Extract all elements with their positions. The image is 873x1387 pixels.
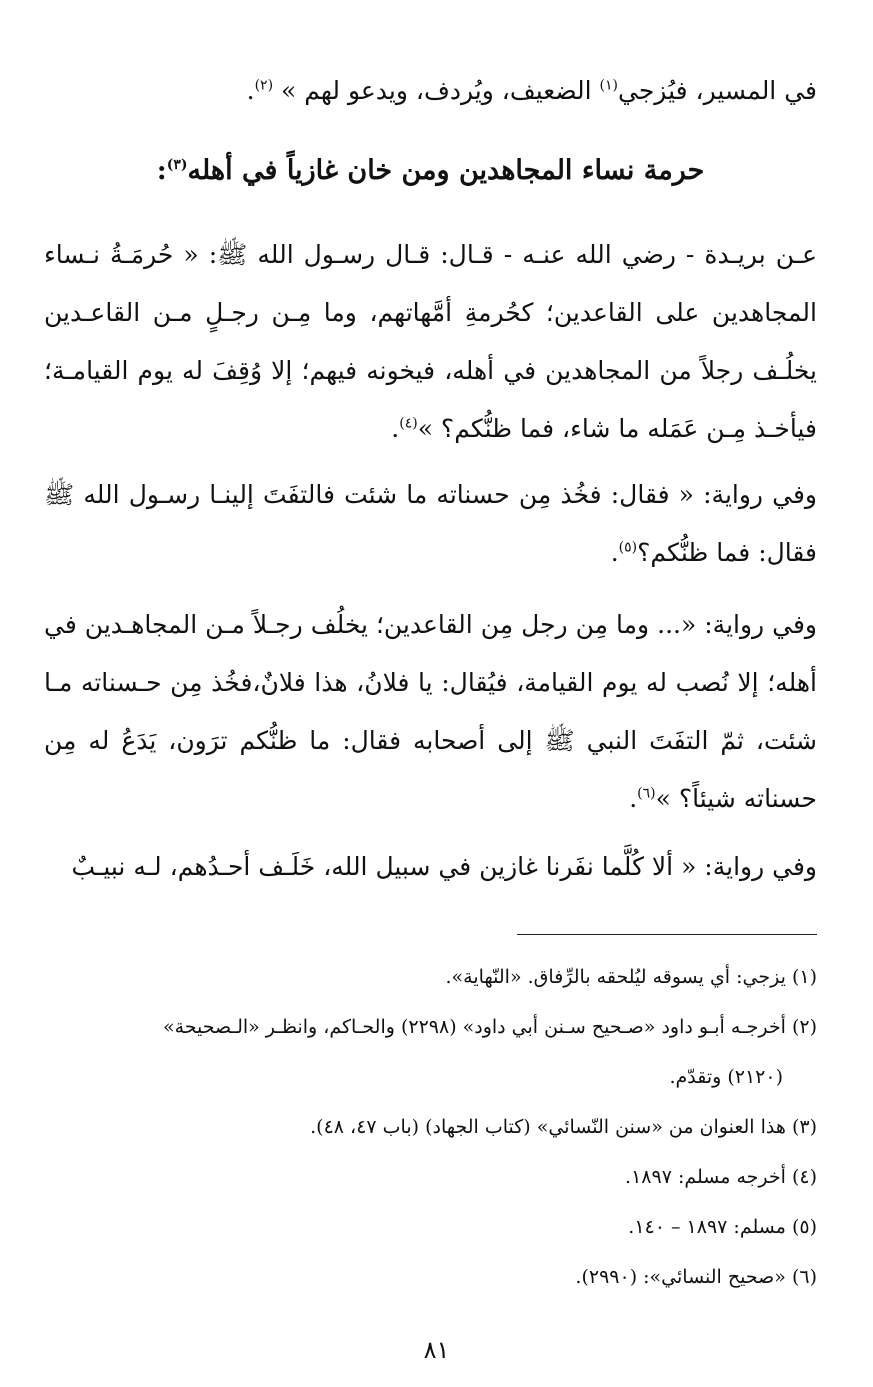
paragraph-3-text: وفي رواية: «... وما مِن رجل مِن القاعدين؛ يخلُف رجـلاً مـن المجاهـدين في أهله؛ إلا نُصب له يوم القيامة، فيُقال: يا فلانُ، هذا فلانٌ،فخُذ مِن حـسناته مـا شئت، ثمّ التفَتَ النبي ﷺ إلى أصحابه فقال: ما ظنُّكم ترَون، يَدَعُ له مِن حسناته شيئاً؟ » <box>44 610 817 813</box>
footnote-item <box>44 1152 817 1202</box>
section-heading <box>44 146 817 196</box>
footnote-ref-4: (٤) <box>399 415 418 432</box>
intro-text-b: الضعيف، ويُردف، ويدعو لهم » <box>280 76 592 105</box>
footnote-item <box>44 1102 817 1152</box>
footnote-text: يزجي: أي يسوقه ليُلحقه بالرِّفاق. «النّهاية». <box>445 966 786 988</box>
footnote-text: مسلم: ١٨٩٧ – ١٤٠. <box>628 1216 786 1238</box>
footnote-item <box>44 1202 817 1252</box>
paragraph-riwaya-1 <box>44 466 817 582</box>
paragraph-1-text: عـن بريـدة - رضي الله عنـه - قـال: قـال رسـول الله ﷺ: « حُرمَـةُ نـساء المجاهدين على القاعدين؛ كحُرمةِ أمَّهاتهم، وما مِـن رجـلٍ مـن القاعـدين يخلُـف رجلاً من المجاهدين في أهله، فيخونه فيهم؛ إلا وُقِفَ له يوم القيامـة؛ فيأخـذ مِـن عَمَله ما شاء، فما ظنُّكم؟ » <box>44 240 817 443</box>
paragraph-riwaya-3 <box>44 838 817 896</box>
footnote-label: (٤) <box>791 1166 817 1188</box>
paragraph-3-end: . <box>629 784 638 813</box>
footnote-text: «صحيح النسائي»: (٢٩٩٠). <box>575 1266 786 1288</box>
page-number: ٨١ <box>423 1336 450 1364</box>
footnote-label: (٦) <box>791 1266 817 1288</box>
footnote-text: أخرجـه أبـو داود «صـحيح سـنن أبي داود» (٢٢٩٨) والحـاكم، وانظـر «الـصحيحة» <box>162 1016 786 1038</box>
footnote-ref-1: (١) <box>599 77 618 94</box>
paragraph-2-end: . <box>610 538 619 567</box>
footnote-text: هذا العنوان من «سنن النّسائي» (كتاب الجهاد) (باب ٤٧، ٤٨). <box>310 1116 786 1138</box>
footnote-label: (٢) <box>791 1016 817 1038</box>
footnote-ref-5: (٥) <box>618 539 638 556</box>
heading-end: : <box>156 155 167 186</box>
footnote-separator <box>517 934 817 935</box>
paragraph-riwaya-2 <box>44 596 817 828</box>
footnote-continuation-text: (٢١٢٠) وتقدّم. <box>669 1066 783 1088</box>
heading-text: حرمة نساء المجاهدين ومن خان غازياً في أهله <box>187 155 705 186</box>
footnotes-list <box>44 952 817 1302</box>
footnote-label: (١) <box>791 966 817 988</box>
footnote-ref-3: (٣) <box>166 157 188 173</box>
footnote-item <box>44 952 817 1002</box>
intro-line <box>44 62 817 120</box>
footnote-ref-2: (٢) <box>254 77 274 94</box>
footnote-text: أخرجه مسلم: ١٨٩٧. <box>625 1166 786 1188</box>
footnote-continuation <box>44 1052 817 1102</box>
intro-text-a: في المسير، فيُزجي <box>618 76 817 105</box>
footnote-label: (٣) <box>791 1116 817 1138</box>
footnote-item <box>44 1252 817 1302</box>
intro-end: . <box>246 76 255 105</box>
paragraph-1-end: . <box>391 414 400 443</box>
paragraph-4-text: وفي رواية: « ألا كُلَّما نفَرنا غازين في سبيل الله، خَلَـف أحـدُهم، لـه نبيـبٌ <box>71 852 817 881</box>
footnote-label: (٥) <box>791 1216 817 1238</box>
footnote-item <box>44 1002 817 1052</box>
footnote-ref-6: (٦) <box>637 785 656 802</box>
paragraph-hadith-main <box>44 226 817 458</box>
paragraph-2-text: وفي رواية: « فقال: فخُذ مِن حسناته ما شئت فالتفَتَ إلينـا رسـول الله ﷺ فقال: فما ظنُّكم؟ <box>44 480 817 567</box>
